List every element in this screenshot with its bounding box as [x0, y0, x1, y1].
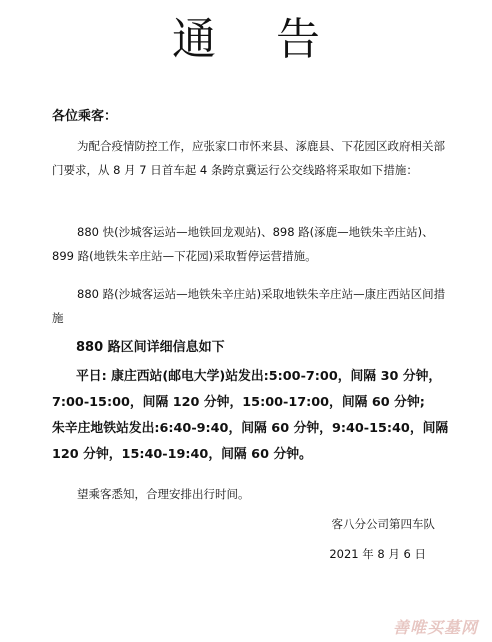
- paragraph-intro: 为配合疫情防控工作，应张家口市怀来县、涿鹿县、下花园区政府相关部门要求，从 8 月 7 日首车起 4 条跨京冀运行公交线路将采取如下措施：: [52, 139, 445, 177]
- greeting: 各位乘客：: [52, 109, 118, 124]
- schedule-details: [52, 364, 454, 468]
- paragraph-suspension: 880 快(沙城客运站—地铁回龙观站)、898 路(涿鹿—地铁朱辛庄站)、899 路(地铁朱辛庄站—下花园)采取暂停运营措施。: [52, 225, 434, 263]
- schedule-line-zhuxinzhuang: 朱辛庄地铁站发出:6:40-9:40，间隔 60 分钟，9:40-15:40，间隔 120 分钟，15:40-19:40，间隔 60 分钟。: [52, 421, 449, 462]
- schedule-line-kangzhuang: 平日: 康庄西站(邮电大学)站发出:5:00-7:00，间隔 30 分钟，7:00-15:00，间隔 120 分钟，15:00-17:00，间隔 60 分钟;: [52, 369, 442, 410]
- section-heading: 880 路区间详细信息如下: [76, 340, 225, 355]
- notice-title: 通告: [172, 14, 380, 65]
- watermark: 善唯买墓网: [392, 618, 478, 637]
- closing-remark: 望乘客悉知，合理安排出行时间。: [77, 487, 250, 501]
- issue-date: 2021 年 8 月 6 日: [329, 547, 426, 561]
- paragraph-section-service: 880 路(沙城客运站—地铁朱辛庄站)采取地铁朱辛庄站—康庄西站区间措施: [52, 287, 446, 325]
- issuing-organization: 客八分公司第四车队: [331, 517, 435, 531]
